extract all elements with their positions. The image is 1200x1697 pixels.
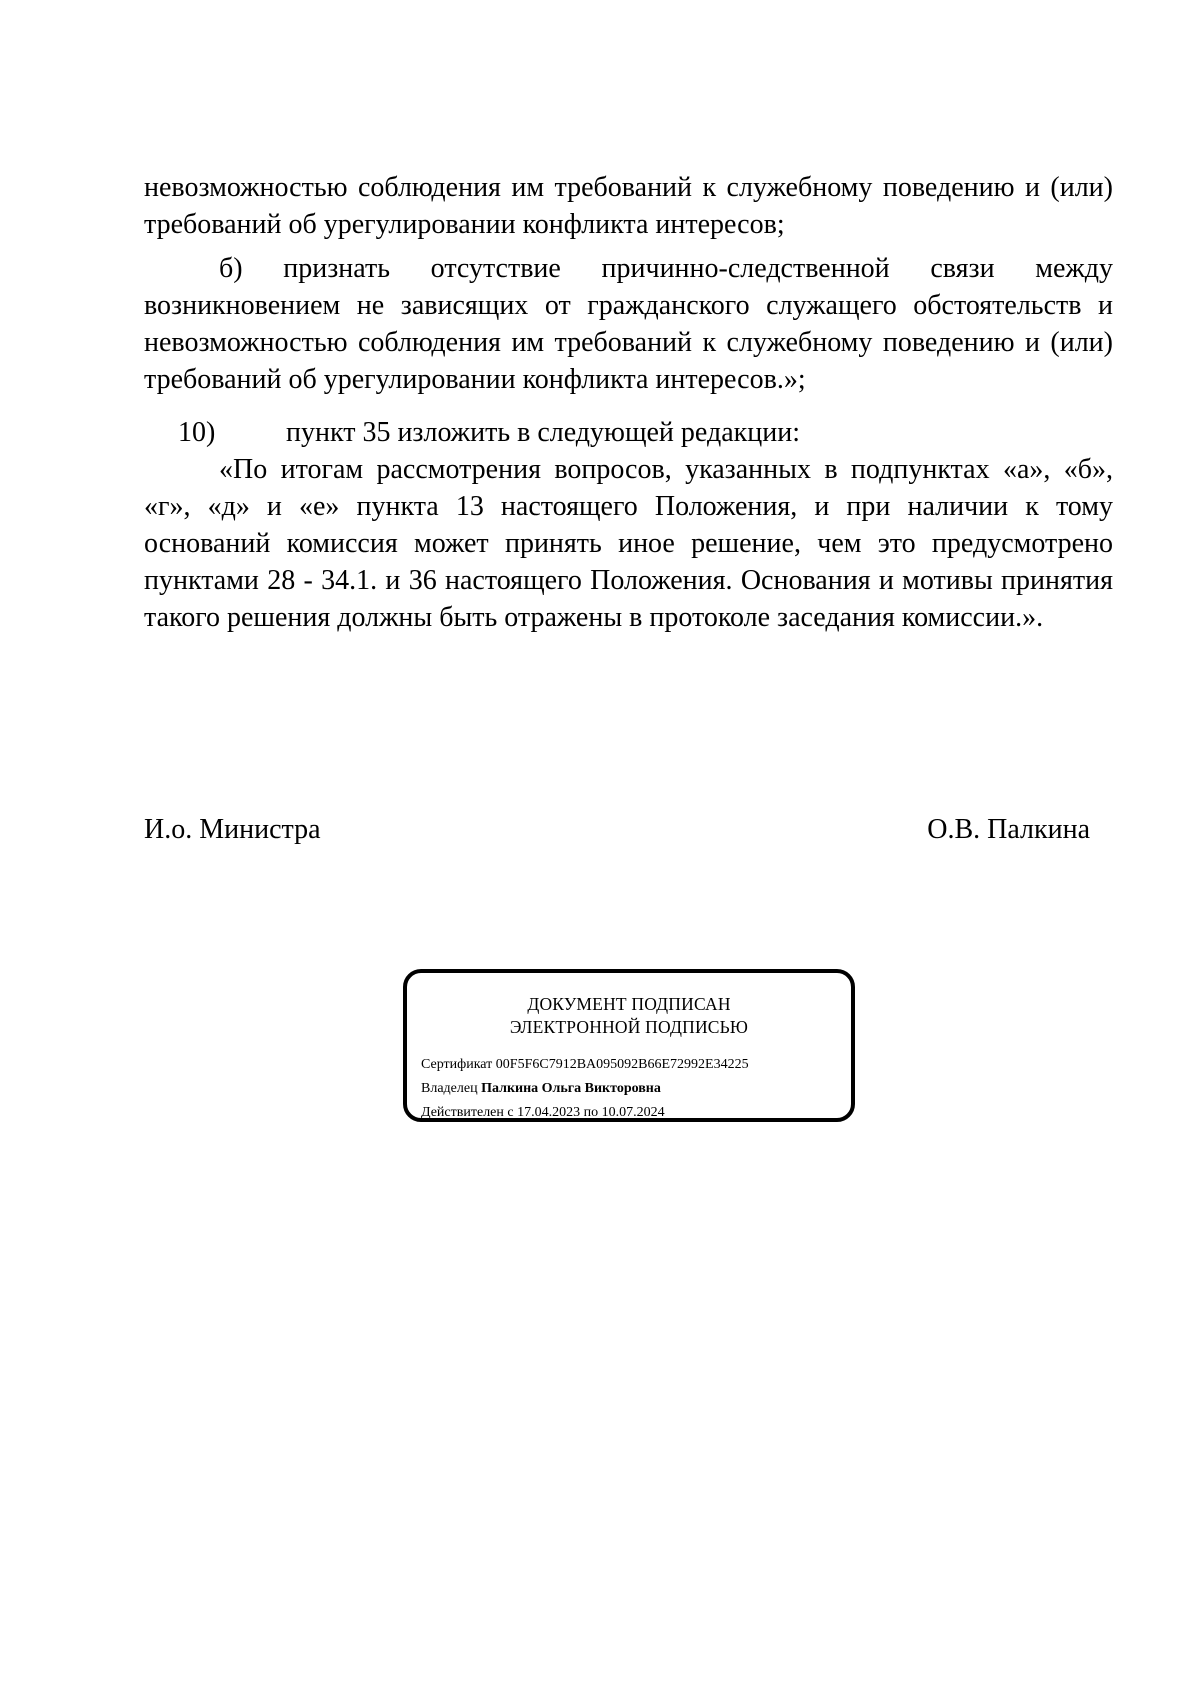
electronic-signature-stamp bbox=[403, 969, 855, 1122]
item-10 bbox=[178, 414, 800, 451]
owner-label: Владелец bbox=[421, 1081, 478, 1096]
stamp-details bbox=[421, 1053, 749, 1125]
paragraph-quote: «По итогам рассмотрения вопросов, указанных в подпунктах «а», «б», «г», «д» и «е» пункта 13 настоящего Положения, и при наличии к тому оснований комиссия может принять иное решение, чем это предусмотрено пунктами 28 - 34.1. и 36 настоящего Положения. Основания и мотивы принятия такого решения должны быть отражены в протоколе заседания комиссии.». bbox=[144, 454, 1113, 633]
stamp-title bbox=[407, 993, 851, 1039]
item-10-number: 10) bbox=[178, 417, 216, 448]
owner-value: Палкина Ольга Викторовна bbox=[481, 1081, 661, 1096]
signatory-name: О.В. Палкина bbox=[927, 814, 1090, 845]
item-10-text: пункт 35 изложить в следующей редакции: bbox=[286, 417, 800, 448]
valid-to-label: по bbox=[583, 1105, 599, 1120]
certificate-label: Сертификат bbox=[421, 1057, 493, 1072]
valid-to: 10.07.2024 bbox=[601, 1105, 665, 1120]
stamp-owner-line bbox=[421, 1077, 749, 1101]
valid-label: Действителен с bbox=[421, 1105, 514, 1120]
paragraph-subitem-b: б) признать отсутствие причинно-следственной связи между возникновением не зависящих от гражданского служащего обстоятельств и невозможностью соблюдения им требований к служебному поведению и (или) требований об урегулировании конфликта интересов.»; bbox=[144, 253, 1113, 395]
stamp-title-line-2: ЭЛЕКТРОННОЙ ПОДПИСЬЮ bbox=[509, 1017, 749, 1037]
valid-from: 17.04.2023 bbox=[517, 1105, 581, 1120]
paragraph-continuation: невозможностью соблюдения им требований к служебному поведению и (или) требований об урегулировании конфликта интересов; bbox=[144, 172, 1113, 240]
stamp-validity-line bbox=[421, 1101, 749, 1125]
stamp-certificate-line bbox=[421, 1053, 749, 1077]
signatory-position: И.о. Министра bbox=[144, 814, 321, 845]
certificate-value: 00F5F6C7912BA095092B66E72992E34225 bbox=[495, 1057, 749, 1072]
stamp-title-line-1: ДОКУМЕНТ ПОДПИСАН bbox=[527, 994, 731, 1014]
